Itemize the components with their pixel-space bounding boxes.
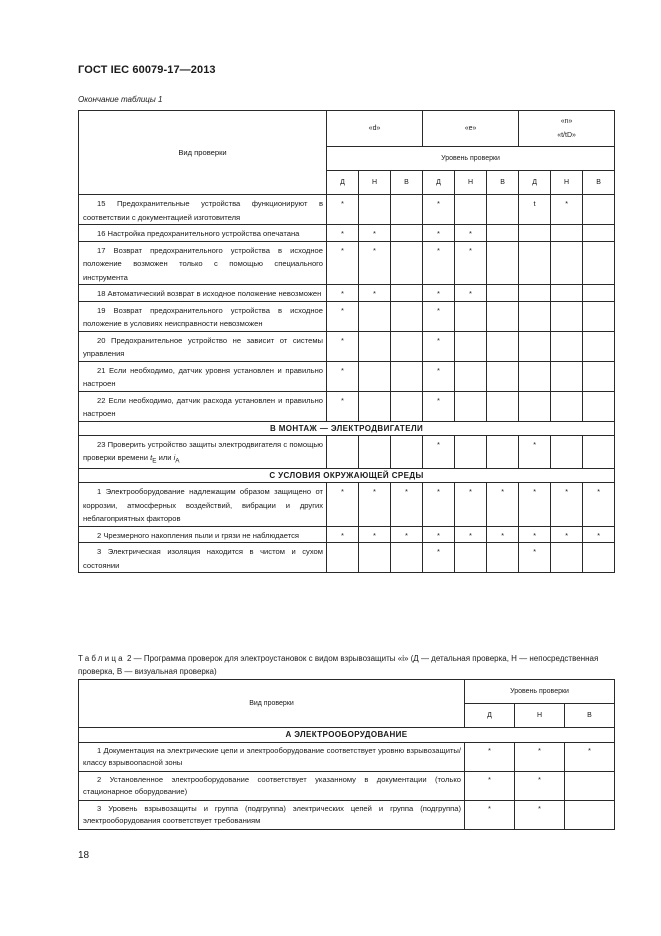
check-mark: * xyxy=(519,483,551,527)
check-mark: * xyxy=(515,743,565,772)
check-mark xyxy=(391,241,423,285)
row-text: 23 Проверить устройство защиты электродвигателя с помощью проверки времени xyxy=(83,439,323,462)
sublevel-header: Н xyxy=(455,171,487,195)
row-text: 2 Установленное электрооборудование соответствует указанному в документации (только стационарное оборудование) xyxy=(83,775,461,796)
check-mark xyxy=(391,361,423,391)
check-mark xyxy=(455,301,487,331)
check-mark xyxy=(327,543,359,573)
check-mark xyxy=(565,801,615,830)
check-mark xyxy=(359,543,391,573)
table-row xyxy=(79,772,615,801)
check-mark: * xyxy=(359,225,391,242)
row-description xyxy=(79,331,327,361)
check-mark: * xyxy=(327,241,359,285)
check-mark: * xyxy=(423,361,455,391)
check-mark xyxy=(583,361,615,391)
check-mark: * xyxy=(465,772,515,801)
check-mark: * xyxy=(327,391,359,421)
check-mark xyxy=(519,225,551,242)
check-mark: * xyxy=(423,543,455,573)
row-text: 1 Электрооборудование надлежащим образом защищено от коррозии, атмосферных воздействий, вибрации и других неблагоприятных факторов xyxy=(83,487,323,524)
table-row xyxy=(79,483,615,527)
table2-column-header: Вид проверки xyxy=(79,680,465,728)
check-mark xyxy=(583,435,615,469)
table-row xyxy=(79,543,615,573)
check-mark xyxy=(455,435,487,469)
row-text: 20 Предохранительное устройство не зависит от системы управления xyxy=(83,335,323,358)
check-mark xyxy=(551,241,583,285)
row-text: 15 Предохранительные устройства функционируют в соответствии с документацией изготовителя xyxy=(83,199,323,222)
check-mark: * xyxy=(423,391,455,421)
table-row xyxy=(79,225,615,242)
check-mark: * xyxy=(515,801,565,830)
check-mark: * xyxy=(327,331,359,361)
check-mark xyxy=(551,301,583,331)
check-mark xyxy=(519,241,551,285)
check-mark xyxy=(359,391,391,421)
check-mark xyxy=(551,361,583,391)
check-mark xyxy=(487,391,519,421)
table-row xyxy=(79,331,615,361)
check-mark: * xyxy=(327,526,359,543)
table1-column-header: Вид проверки xyxy=(79,111,327,195)
table1-caption: Окончание таблицы 1 xyxy=(78,95,163,104)
row-text: 22 Если необходимо, датчик расхода установлен и правильно настроен xyxy=(83,395,323,418)
check-mark: * xyxy=(423,301,455,331)
check-mark xyxy=(551,391,583,421)
group-header-d: «d» xyxy=(327,111,423,147)
check-mark: * xyxy=(327,301,359,331)
check-mark xyxy=(583,301,615,331)
check-mark xyxy=(455,543,487,573)
row-description xyxy=(79,801,465,830)
row-text: 3 Электрическая изоляция находится в чистом и сухом состоянии xyxy=(83,547,323,570)
sublevel-header: Н xyxy=(551,171,583,195)
check-mark xyxy=(487,285,519,302)
sublevel-header: Н xyxy=(515,704,565,728)
row-description xyxy=(79,526,327,543)
check-mark: * xyxy=(423,285,455,302)
group-header-n xyxy=(519,111,615,147)
page-number: 18 xyxy=(78,850,90,861)
section-a-title: А ЭЛЕКТРООБОРУДОВАНИЕ xyxy=(79,728,615,743)
check-mark: * xyxy=(487,526,519,543)
check-mark: * xyxy=(455,526,487,543)
check-mark: * xyxy=(391,526,423,543)
row-description xyxy=(79,743,465,772)
sublevel-header: В xyxy=(391,171,423,195)
table2-caption-text: 2 — Программа проверок для электроустановок с видом взрывозащиты «i» (Д — детальная проверка, Н — непосредственная проверка, В — визуальная проверка) xyxy=(78,654,599,676)
check-mark xyxy=(391,543,423,573)
sublevel-header: Н xyxy=(359,171,391,195)
document-title: ГОСТ IEC 60079-17—2013 xyxy=(78,64,216,76)
group-header-e: «e» xyxy=(423,111,519,147)
row-description xyxy=(79,195,327,225)
check-mark xyxy=(327,435,359,469)
check-mark: * xyxy=(515,772,565,801)
table2-caption-label: Таблица xyxy=(78,654,125,663)
check-mark xyxy=(583,195,615,225)
check-mark xyxy=(487,331,519,361)
check-mark: * xyxy=(359,241,391,285)
row-description xyxy=(79,483,327,527)
table-row xyxy=(79,801,615,830)
check-mark xyxy=(519,331,551,361)
table-row xyxy=(79,743,615,772)
check-mark xyxy=(359,435,391,469)
check-mark: * xyxy=(519,435,551,469)
check-mark xyxy=(487,435,519,469)
check-mark: * xyxy=(327,195,359,225)
check-mark xyxy=(359,331,391,361)
table-row xyxy=(79,435,615,469)
check-mark xyxy=(391,435,423,469)
check-mark xyxy=(359,195,391,225)
check-mark xyxy=(583,285,615,302)
symbol-t: t xyxy=(150,453,153,462)
check-mark: * xyxy=(327,225,359,242)
level-header: Уровень проверки xyxy=(327,147,615,171)
table2-caption xyxy=(78,652,616,678)
check-mark xyxy=(551,225,583,242)
row-description xyxy=(79,391,327,421)
row-description xyxy=(79,361,327,391)
check-mark: * xyxy=(327,361,359,391)
check-mark xyxy=(583,331,615,361)
table-row xyxy=(79,241,615,285)
table-row xyxy=(79,195,615,225)
check-mark xyxy=(359,361,391,391)
check-mark: * xyxy=(455,285,487,302)
check-mark: t xyxy=(519,195,551,225)
check-mark xyxy=(391,331,423,361)
check-mark xyxy=(583,391,615,421)
subscript-a: A xyxy=(175,457,180,465)
sublevel-header: В xyxy=(487,171,519,195)
check-mark xyxy=(391,225,423,242)
table2-level-header: Уровень проверки xyxy=(465,680,615,704)
check-mark: * xyxy=(551,195,583,225)
check-mark xyxy=(391,195,423,225)
check-mark xyxy=(487,225,519,242)
row-description xyxy=(79,241,327,285)
check-mark xyxy=(391,391,423,421)
check-mark: * xyxy=(423,241,455,285)
check-mark xyxy=(391,301,423,331)
table-row xyxy=(79,391,615,421)
check-mark xyxy=(487,301,519,331)
row-text: 18 Автоматический возврат в исходное положение невозможен xyxy=(97,289,322,298)
check-mark: * xyxy=(423,331,455,361)
check-mark xyxy=(551,543,583,573)
check-mark: * xyxy=(455,241,487,285)
check-mark xyxy=(391,285,423,302)
check-mark: * xyxy=(519,543,551,573)
table1 xyxy=(78,110,615,573)
check-mark xyxy=(551,285,583,302)
check-mark: * xyxy=(423,526,455,543)
check-mark xyxy=(565,772,615,801)
check-mark xyxy=(455,361,487,391)
check-mark: * xyxy=(359,285,391,302)
check-mark: * xyxy=(465,743,515,772)
sublevel-header: Д xyxy=(423,171,455,195)
table-row xyxy=(79,285,615,302)
section-row xyxy=(79,421,615,435)
row-text: 21 Если необходимо, датчик уровня установлен и правильно настроен xyxy=(83,365,323,388)
table-row xyxy=(79,526,615,543)
check-mark: * xyxy=(487,483,519,527)
check-mark xyxy=(487,195,519,225)
section-b-title: В МОНТАЖ — ЭЛЕКТРОДВИГАТЕЛИ xyxy=(79,421,615,435)
subscript-e: E xyxy=(152,457,157,465)
row-description xyxy=(79,543,327,573)
check-mark: * xyxy=(551,483,583,527)
row-text: 16 Настройка предохранительного устройства опечатана xyxy=(97,229,300,238)
check-mark xyxy=(455,331,487,361)
check-mark: * xyxy=(423,483,455,527)
table2 xyxy=(78,679,615,830)
check-mark xyxy=(583,225,615,242)
check-mark: * xyxy=(565,743,615,772)
check-mark xyxy=(519,301,551,331)
check-mark: * xyxy=(423,225,455,242)
group-header-n-label: «n» xyxy=(560,118,573,125)
table-row xyxy=(79,361,615,391)
check-mark: * xyxy=(423,435,455,469)
check-mark xyxy=(359,301,391,331)
check-mark: * xyxy=(423,195,455,225)
check-mark xyxy=(519,285,551,302)
group-header-ttd-label: «t/tD» xyxy=(557,131,576,139)
check-mark xyxy=(551,331,583,361)
section-c-title: С УСЛОВИЯ ОКРУЖАЮЩЕЙ СРЕДЫ xyxy=(79,469,615,483)
check-mark: * xyxy=(455,225,487,242)
row-text: 17 Возврат предохранительного устройства в исходное положение возможен только с помощью специального инструмента xyxy=(83,245,323,282)
row-text: 3 Уровень взрывозащиты и группа (подгруппа) электрических цепей и группа (подгруппа) электрооборудования соответствует требованиям xyxy=(83,804,461,825)
section-row xyxy=(79,469,615,483)
sublevel-header: Д xyxy=(465,704,515,728)
check-mark: * xyxy=(519,526,551,543)
symbol-i: i xyxy=(173,453,176,462)
check-mark xyxy=(487,241,519,285)
table-row xyxy=(79,301,615,331)
check-mark xyxy=(455,195,487,225)
check-mark xyxy=(583,241,615,285)
check-mark: * xyxy=(327,483,359,527)
sublevel-header: Д xyxy=(519,171,551,195)
check-mark xyxy=(551,435,583,469)
row-description xyxy=(79,435,327,469)
row-description xyxy=(79,301,327,331)
check-mark xyxy=(487,361,519,391)
check-mark xyxy=(487,543,519,573)
check-mark: * xyxy=(359,526,391,543)
row-text-or: или xyxy=(156,453,174,462)
row-text: 1 Документация на электрические цепи и электрооборудование соответствует уровню взрывозащиты/классу взрывоопасной зоны xyxy=(83,746,461,767)
row-description xyxy=(79,772,465,801)
check-mark xyxy=(519,361,551,391)
check-mark: * xyxy=(583,483,615,527)
check-mark: * xyxy=(583,526,615,543)
check-mark: * xyxy=(455,483,487,527)
check-mark: * xyxy=(391,483,423,527)
check-mark: * xyxy=(359,483,391,527)
check-mark: * xyxy=(551,526,583,543)
check-mark xyxy=(455,391,487,421)
check-mark: * xyxy=(465,801,515,830)
row-text: 2 Чрезмерного накопления пыли и грязи не наблюдается xyxy=(97,530,300,540)
check-mark xyxy=(519,391,551,421)
sublevel-header: В xyxy=(583,171,615,195)
row-text: 19 Возврат предохранительного устройства в исходное положение в условиях неисправности невозможен xyxy=(83,305,323,328)
section-row xyxy=(79,728,615,743)
check-mark xyxy=(583,543,615,573)
check-mark: * xyxy=(327,285,359,302)
row-description xyxy=(79,225,327,242)
row-description xyxy=(79,285,327,302)
sublevel-header: Д xyxy=(327,171,359,195)
sublevel-header: В xyxy=(565,704,615,728)
